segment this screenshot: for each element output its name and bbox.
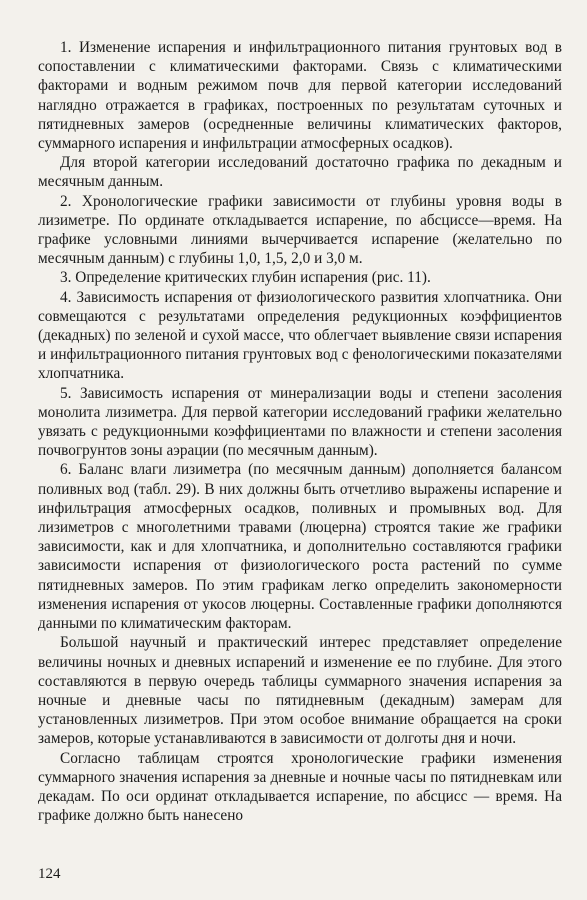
paragraph: 6. Баланс влаги лизиметра (по месячным данным) дополняется балансом поливных вод (табл. 29). В них должны быть отчетливо выражены испарение и инфильтрация атмосферных осадков, поливных и промывных вод. Для лизиметров с многолетними травами (люцерна) строятся такие же графики зависимости, как и для хлопчатника, и дополнительно составляются графики зависимости испарения от физиологического роста растений по сумме пятидневных замеров. По этим графикам легко определить закономерности изменения испарения от укосов люцерны. Составленные графики дополняются данными по климатическим факторам. bbox=[38, 461, 562, 633]
paragraph: Большой научный и практический интерес представляет определение величины ночных и дневных испарений и изменение ее по глубине. Для этого составляются в первую очередь таблицы суммарного значения испарения за ночные и дневные часы по пятидневным (декадным) замерам для установленных лизиметров. При этом особое внимание обращается на сроки замеров, которые устанавливаются в зависимости от долготы дня и ночи. bbox=[38, 634, 562, 748]
paragraph: Согласно таблицам строятся хронологические графики изменения суммарного значения испарения за дневные и ночные часы по пятидневкам или декадам. По оси ординат откладывается испарение, по абсцисс — время. На графике должно быть нанесено bbox=[38, 749, 562, 825]
page-body bbox=[38, 38, 562, 868]
paragraph: 1. Изменение испарения и инфильтрационного питания грунтовых вод в сопоставлении с климатическими факторами. Связь с климатическими факторами и водным режимом почв для первой категории исследований наглядно отражается в графиках, построенных по результатам суточных и пятидневных замеров (осредненные величины климатических факторов, суммарного испарения и инфильтрации атмосферных осадков). bbox=[38, 39, 562, 153]
paragraph: Для второй категории исследований достаточно графика по декадным и месячным данным. bbox=[38, 154, 562, 191]
paragraph: 4. Зависимость испарения от физиологического развития хлопчатника. Они совмещаются с результатами определения редукционных коэффициентов (декадных) по зеленой и сухой массе, что облегчает выявление связи испарения и инфильтрационного питания грунтовых вод с фенологическими показателями хлопчатника. bbox=[38, 288, 562, 383]
paragraph: 3. Определение критических глубин испарения (рис. 11). bbox=[60, 269, 431, 287]
paragraph: 2. Хронологические графики зависимости от глубины уровня воды в лизиметре. По ординате откладывается испарение, по абсциссе—время. На графике условными линиями вычерчивается испарение (желательно по месячным данным) с глубины 1,0, 1,5, 2,0 и 3,0 м. bbox=[38, 192, 562, 268]
page-number: 124 bbox=[38, 866, 61, 882]
paragraph: 5. Зависимость испарения от минерализации воды и степени засоления монолита лизиметра. Для первой категории исследований графики желательно увязать с редукционными коэффициентами по влажности и степени засоления почвогрунтов зоны аэрации (по месячным данным). bbox=[38, 384, 562, 460]
